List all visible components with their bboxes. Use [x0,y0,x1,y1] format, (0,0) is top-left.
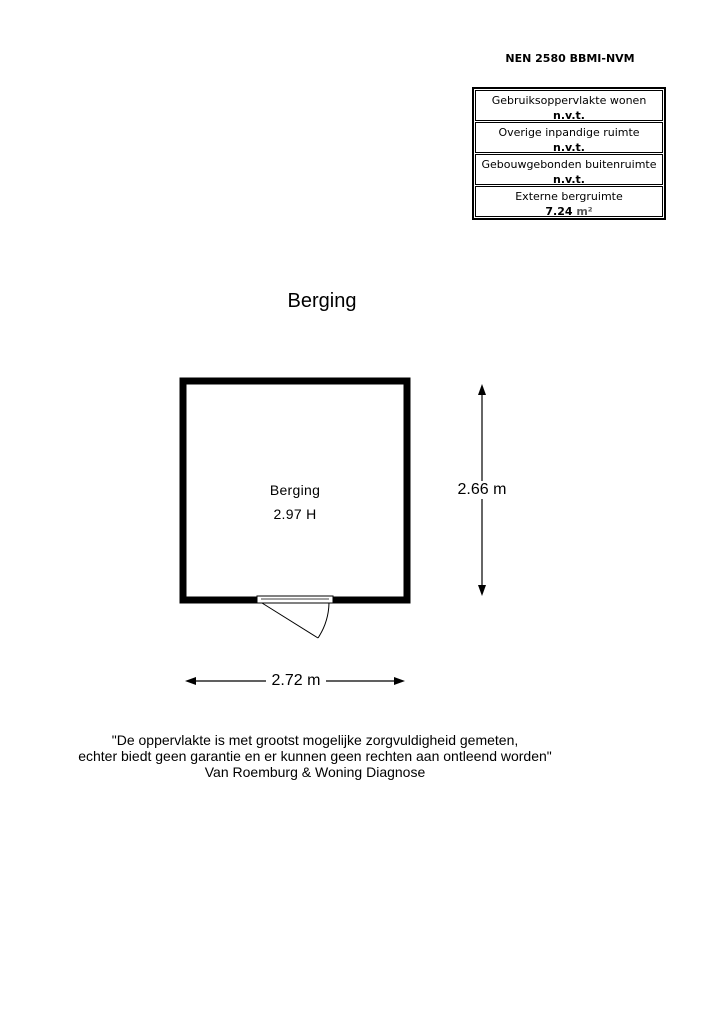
door-leaf [262,603,318,638]
disclaimer-line: Van Roemburg & Woning Diagnose [204,764,426,780]
arrow-left-icon [185,677,196,685]
floor-title: Berging [287,290,357,312]
area-row-label: Externe bergruimte [515,190,623,203]
arrow-right-icon [394,677,405,685]
arrow-up-icon [478,384,486,395]
area-row-value: 7.24 [545,205,573,218]
vertical-dimension-label: 2.66 m [448,481,516,499]
area-row-value: n.v.t. [553,173,585,186]
room-name: Berging [269,482,321,498]
area-row-value: n.v.t. [553,141,585,154]
disclaimer-line: echter biedt geen garantie en er kunnen geen rechten aan ontleend worden" [78,748,552,764]
door-swing-arc [318,603,329,638]
standard-label: NEN 2580 BBMI-NVM [505,52,635,65]
horizontal-dimension-label: 2.72 m [266,672,326,690]
room-height: 2.97 H [273,506,317,522]
area-row-label: Gebouwgebonden buitenruimte [481,158,657,171]
area-row-label: Overige inpandige ruimte [498,126,640,139]
area-row-unit: m² [576,205,593,218]
arrow-down-icon [478,585,486,596]
disclaimer-line: "De oppervlakte is met grootst mogelijke zorgvuldigheid gemeten, [111,732,519,748]
disclaimer [40,732,590,780]
area-row-label: Gebruiksoppervlakte wonen [491,94,647,107]
area-row-value: n.v.t. [553,109,585,122]
